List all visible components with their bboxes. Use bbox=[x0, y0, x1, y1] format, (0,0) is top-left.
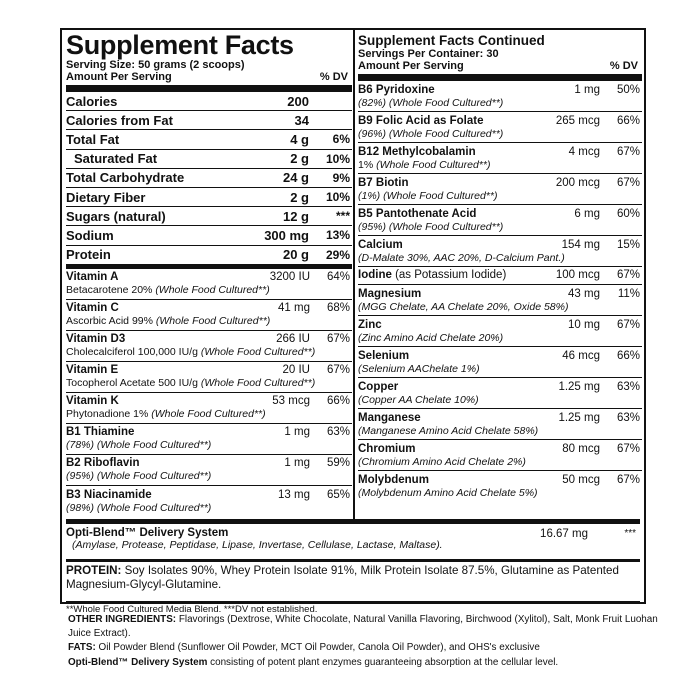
macro-row bbox=[66, 150, 352, 169]
nutrient-source bbox=[358, 128, 642, 140]
protein-text: Soy Isolates 90%, Whey Protein Isolate 91%, Milk Protein Isolate 87.5%, Glutamine as Patented Magnesium-Glycyl-Glutamine. bbox=[66, 564, 619, 591]
nutrient-source-italic: (Chromium Amino Acid Chelate 2%) bbox=[358, 455, 526, 468]
macro-name: Total Carbohydrate bbox=[66, 170, 185, 186]
nutrient-name: Vitamin E bbox=[66, 364, 119, 376]
macro-dv: *** bbox=[335, 209, 350, 224]
nutrient-value: 100 mcg bbox=[555, 269, 600, 281]
nutrient-value: 1.25 mg bbox=[558, 411, 600, 424]
nutrient-name: Zinc bbox=[358, 318, 382, 331]
nutrient-source-plain: Cholecalciferol 100,000 IU/g bbox=[66, 346, 201, 358]
optiblend-label: Opti-Blend™ Delivery System bbox=[68, 656, 208, 668]
vitamin-list bbox=[66, 269, 352, 517]
amount-header bbox=[66, 71, 352, 92]
nutrient-source-italic: (Selenium AAChelate 1%) bbox=[358, 362, 480, 375]
macro-value: 2 g bbox=[290, 189, 309, 205]
nutrient-dv: 63% bbox=[616, 380, 640, 393]
nutrient-value: 53 mcg bbox=[272, 395, 310, 407]
nutrient-dv: 67% bbox=[616, 145, 640, 158]
protein-note bbox=[66, 559, 640, 601]
nutrient-source-italic: (95%) (Whole Food Cultured**) bbox=[358, 220, 504, 233]
macro-dv: 9% bbox=[332, 170, 350, 185]
nutrient-dv: 65% bbox=[326, 488, 350, 501]
nutrient-source bbox=[66, 346, 352, 358]
nutrient-value: 1 mg bbox=[284, 426, 310, 438]
nutrient-dv: 67% bbox=[616, 318, 640, 331]
macro-row bbox=[66, 188, 352, 207]
nutrient-source bbox=[66, 502, 352, 514]
nutrient-name: B6 Pyridoxine bbox=[358, 83, 435, 96]
nutrient-name-suffix: (as Potassium Iodide) bbox=[391, 269, 507, 281]
other-text: Flavorings (Dextrose, White Chocolate, Natural Vanilla Flavoring, Birchwood (Xylitol), Salt, Monk Fruit Luohan Juice Extract). bbox=[68, 614, 658, 639]
amount-header bbox=[358, 60, 642, 81]
nutrient-dv: 63% bbox=[326, 426, 350, 438]
nutrient-list bbox=[358, 81, 642, 502]
nutrient-source bbox=[358, 363, 642, 375]
macro-value: 200 bbox=[287, 93, 309, 109]
optiblend-text: consisting of potent plant enzymes guaranteeing absorption at the cellular level. bbox=[207, 656, 559, 668]
nutrient-row bbox=[358, 236, 642, 267]
nutrient-name: B5 Pantothenate Acid bbox=[358, 207, 477, 220]
amount-label: Amount Per Serving bbox=[66, 71, 172, 83]
nutrient-value: 50 mcg bbox=[562, 474, 600, 486]
macro-name: Calories from Fat bbox=[66, 112, 173, 128]
left-column bbox=[66, 30, 352, 519]
nutrient-value: 1.25 mg bbox=[558, 380, 600, 393]
nutrient-source-italic: (Whole Food Cultured**) bbox=[151, 408, 266, 420]
optiblend-line bbox=[68, 656, 668, 670]
nutrient-value: 154 mg bbox=[561, 238, 600, 251]
fats-line bbox=[68, 641, 668, 655]
nutrient-value: 46 mcg bbox=[562, 349, 600, 362]
nutrient-value: 13 mg bbox=[278, 488, 310, 501]
nutrient-source-italic: (98%) (Whole Food Cultured**) bbox=[66, 501, 212, 514]
nutrient-dv: 67% bbox=[616, 176, 640, 189]
nutrient-value: 43 mg bbox=[568, 287, 600, 300]
nutrient-name: B9 Folic Acid as Folate bbox=[358, 114, 484, 127]
nutrient-name: Calcium bbox=[358, 238, 403, 251]
nutrient-source-italic: (96%) (Whole Food Cultured**) bbox=[358, 127, 504, 140]
nutrient-dv: 67% bbox=[326, 364, 350, 376]
nutrient-value: 6 mg bbox=[574, 207, 600, 220]
nutrient-value: 266 IU bbox=[276, 333, 310, 345]
servings-per-container: Servings Per Container: 30 bbox=[358, 48, 499, 60]
nutrient-source-italic: (95%) (Whole Food Cultured**) bbox=[66, 470, 212, 482]
nutrient-source-italic: (D-Malate 30%, AAC 20%, D-Calcium Pant.) bbox=[358, 251, 565, 264]
nutrient-row bbox=[358, 143, 642, 174]
blend-name: Opti-Blend™ Delivery System bbox=[66, 527, 229, 539]
nutrient-source-italic: (1%) (Whole Food Cultured**) bbox=[358, 189, 498, 202]
macro-row bbox=[66, 246, 352, 269]
nutrient-name: Vitamin D3 bbox=[66, 333, 126, 345]
amount-label: Amount Per Serving bbox=[358, 60, 464, 72]
macro-row bbox=[66, 111, 352, 130]
macro-value: 24 g bbox=[282, 170, 309, 186]
nutrient-name: Manganese bbox=[358, 411, 421, 424]
nutrient-source-italic: (Whole Food Cultured**) bbox=[200, 377, 316, 389]
nutrient-dv: 11% bbox=[617, 287, 640, 300]
column-divider bbox=[353, 30, 355, 519]
nutrient-row bbox=[66, 455, 352, 486]
nutrient-row bbox=[358, 205, 642, 236]
nutrient-value: 10 mg bbox=[568, 318, 600, 331]
footnote: **Whole Food Cultured Media Blend. ***DV not established. bbox=[66, 601, 640, 615]
nutrient-dv: 66% bbox=[326, 395, 350, 407]
right-column bbox=[358, 30, 642, 519]
protein-label: PROTEIN: bbox=[66, 564, 122, 577]
nutrient-source-italic: (Molybdenum Amino Acid Chelate 5%) bbox=[358, 487, 538, 499]
nutrient-name: Iodine (as Potassium Iodide) bbox=[358, 269, 507, 281]
macro-row bbox=[66, 226, 352, 245]
nutrient-source-italic: (Zinc Amino Acid Chelate 20%) bbox=[358, 331, 504, 344]
nutrient-row bbox=[358, 81, 642, 112]
nutrient-source-plain: Tocopherol Acetate 500 IU/g bbox=[66, 377, 201, 389]
nutrient-source bbox=[66, 470, 352, 482]
nutrient-row bbox=[66, 393, 352, 424]
nutrient-name: Vitamin C bbox=[66, 302, 119, 314]
nutrient-row bbox=[358, 285, 642, 316]
nutrient-name: Magnesium bbox=[358, 287, 422, 300]
fats-text: Oil Powder Blend (Sunflower Oil Powder, MCT Oil Powder, Canola Oil Powder), and OHS's exclusive bbox=[95, 642, 540, 653]
nutrient-row bbox=[358, 471, 642, 502]
macro-dv: 10% bbox=[325, 151, 350, 166]
nutrient-row bbox=[66, 424, 352, 455]
macro-name: Total Fat bbox=[66, 131, 120, 147]
nutrient-value: 41 mg bbox=[278, 302, 310, 314]
nutrient-source bbox=[66, 284, 352, 296]
nutrient-source bbox=[358, 456, 642, 468]
nutrient-name: Selenium bbox=[358, 349, 410, 362]
nutrient-dv: 67% bbox=[616, 474, 640, 486]
nutrient-source bbox=[358, 159, 642, 171]
nutrient-source-italic: (Manganese Amino Acid Chelate 58%) bbox=[358, 424, 539, 437]
nutrient-row bbox=[358, 316, 642, 347]
nutrient-source-italic: (Whole Food Cultured**) bbox=[376, 158, 491, 171]
nutrient-source-italic: (Copper AA Chelate 10%) bbox=[358, 393, 479, 406]
nutrient-source-italic: (MGG Chelate, AA Chelate 20%, Oxide 58%) bbox=[358, 300, 569, 313]
nutrient-name: Copper bbox=[358, 380, 399, 393]
nutrient-value: 20 IU bbox=[282, 364, 310, 376]
panel-footer bbox=[66, 519, 640, 615]
nutrient-value: 80 mcg bbox=[562, 442, 600, 455]
nutrient-dv: 50% bbox=[616, 83, 640, 96]
supplement-facts-title: Supplement Facts bbox=[66, 30, 294, 60]
nutrient-row bbox=[358, 378, 642, 409]
nutrient-source-italic: (Whole Food Cultured**) bbox=[155, 284, 270, 296]
nutrient-row bbox=[358, 440, 642, 471]
nutrient-row bbox=[66, 269, 352, 300]
macro-value: 300 mg bbox=[264, 227, 309, 243]
macro-name: Dietary Fiber bbox=[66, 189, 146, 205]
nutrient-name: Vitamin A bbox=[66, 271, 119, 283]
nutrient-value: 4 mcg bbox=[568, 145, 600, 158]
dv-label: % DV bbox=[319, 71, 348, 83]
nutrient-name: B2 Riboflavin bbox=[66, 457, 140, 469]
nutrient-value: 1 mg bbox=[284, 457, 310, 469]
nutrient-dv: 67% bbox=[616, 442, 640, 455]
macro-name: Saturated Fat bbox=[74, 151, 158, 167]
nutrient-source-plain: Ascorbic Acid 99% bbox=[66, 315, 156, 327]
nutrient-name: Molybdenum bbox=[358, 474, 429, 486]
macro-value: 12 g bbox=[282, 208, 309, 224]
nutrient-source bbox=[358, 332, 642, 344]
nutrient-source bbox=[66, 408, 352, 420]
other-label: OTHER INGREDIENTS: bbox=[68, 614, 177, 625]
nutrient-value: 265 mcg bbox=[555, 114, 600, 127]
nutrient-source bbox=[358, 252, 642, 264]
nutrient-row bbox=[358, 174, 642, 205]
nutrient-source-italic: (Whole Food Cultured**) bbox=[155, 315, 271, 327]
nutrient-dv: 63% bbox=[616, 411, 640, 424]
nutrient-dv: 67% bbox=[326, 333, 350, 345]
nutrient-name: B7 Biotin bbox=[358, 176, 409, 189]
nutrient-dv: 68% bbox=[326, 302, 350, 314]
macro-row bbox=[66, 169, 352, 188]
nutrient-row bbox=[358, 267, 642, 285]
nutrient-dv: 64% bbox=[326, 271, 350, 283]
nutrient-source bbox=[358, 425, 642, 437]
dv-label: % DV bbox=[609, 60, 638, 72]
nutrient-name: B1 Thiamine bbox=[66, 426, 135, 438]
macro-dv: 10% bbox=[325, 190, 350, 205]
nutrient-source-italic: (78%) (Whole Food Cultured**) bbox=[66, 439, 212, 451]
macro-value: 4 g bbox=[290, 131, 309, 147]
nutrient-source bbox=[66, 315, 352, 327]
nutrient-source bbox=[358, 394, 642, 406]
macro-dv: 13% bbox=[325, 228, 350, 243]
nutrient-value: 3200 IU bbox=[269, 271, 310, 283]
nutrient-name: Chromium bbox=[358, 442, 416, 455]
nutrient-source bbox=[358, 487, 642, 499]
nutrient-dv: 66% bbox=[616, 349, 640, 362]
macro-dv: 6% bbox=[332, 132, 350, 147]
nutrient-source-plain: 1% bbox=[358, 158, 377, 171]
serving-size: Serving Size: 50 grams (2 scoops) bbox=[66, 59, 245, 71]
nutrient-name: B12 Methylcobalamin bbox=[358, 145, 476, 158]
nutrient-source-italic: (Whole Food Cultured**) bbox=[200, 346, 316, 358]
nutrient-dv: 15% bbox=[616, 238, 640, 251]
nutrient-source bbox=[358, 221, 642, 233]
nutrient-row bbox=[358, 347, 642, 378]
nutrient-source bbox=[358, 97, 642, 109]
nutrient-value: 200 mcg bbox=[555, 176, 600, 189]
nutrient-source bbox=[66, 377, 352, 389]
nutrient-row bbox=[66, 300, 352, 331]
nutrient-source-italic: (82%) (Whole Food Cultured**) bbox=[358, 96, 504, 109]
blend-enzymes: (Amylase, Protease, Peptidase, Lipase, Invertase, Cellulase, Lactase, Maltase). bbox=[72, 539, 443, 551]
blend-dv: *** bbox=[624, 528, 636, 539]
nutrient-dv: 60% bbox=[616, 207, 640, 220]
nutrient-source-plain: Phytonadione 1% bbox=[66, 408, 152, 420]
opti-blend-row bbox=[66, 524, 640, 559]
macro-row bbox=[66, 92, 352, 111]
ingredients-text bbox=[68, 613, 668, 670]
macro-value: 2 g bbox=[290, 151, 309, 167]
macro-value: 20 g bbox=[282, 247, 309, 262]
nutrient-source bbox=[358, 301, 642, 313]
nutrient-row bbox=[358, 112, 642, 143]
fats-label: FATS: bbox=[68, 642, 96, 653]
nutrient-dv: 66% bbox=[616, 114, 640, 127]
nutrient-name: Vitamin K bbox=[66, 395, 119, 407]
nutrient-dv: 67% bbox=[616, 269, 640, 281]
nutrient-dv: 59% bbox=[326, 457, 350, 469]
nutrient-name: B3 Niacinamide bbox=[66, 488, 152, 501]
nutrient-source-plain: Betacarotene 20% bbox=[66, 284, 156, 296]
macro-name: Sugars (natural) bbox=[66, 208, 166, 224]
macro-row bbox=[66, 207, 352, 226]
macro-row bbox=[66, 130, 352, 149]
other-ingredients bbox=[68, 613, 668, 640]
blend-value: 16.67 mg bbox=[540, 528, 588, 540]
nutrient-source bbox=[66, 439, 352, 451]
nutrient-row bbox=[66, 486, 352, 517]
macro-dv: 29% bbox=[325, 247, 350, 262]
macro-value: 34 bbox=[294, 112, 309, 128]
nutrient-value: 1 mg bbox=[574, 83, 600, 96]
continued-title: Supplement Facts Continued bbox=[358, 33, 545, 48]
nutrient-row bbox=[66, 362, 352, 393]
macro-name: Calories bbox=[66, 93, 118, 109]
nutrient-row bbox=[358, 409, 642, 440]
macro-name: Sodium bbox=[66, 227, 114, 243]
nutrient-row bbox=[66, 331, 352, 362]
nutrient-source bbox=[358, 190, 642, 202]
supplement-facts-panel bbox=[60, 28, 646, 615]
macro-name: Protein bbox=[66, 247, 111, 262]
